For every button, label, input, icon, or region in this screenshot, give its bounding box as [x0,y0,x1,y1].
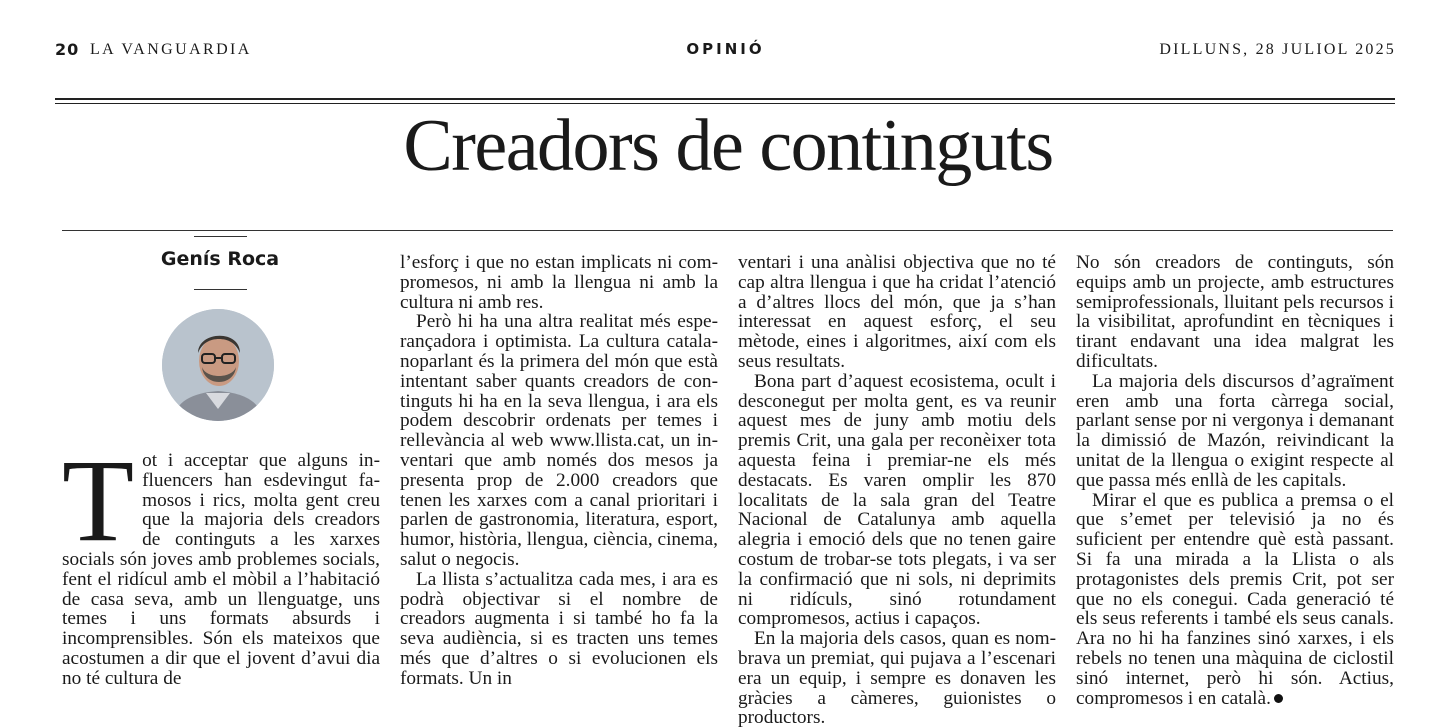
author-photo [162,309,274,421]
article-column-3 [738,253,1056,728]
headline-rule [62,230,1393,231]
paragraph: En la majoria dels casos, quan es nombrava un premiat, qui pujava a l’escenari era un equip, i sempre es donaven les gràcies a càmeres, guionistes o productors. [738,628,1056,728]
author-name: Genís Roca [160,248,280,270]
end-of-article-bullet-icon [1274,694,1283,703]
article-column-2 [400,253,718,689]
article-column-1 [62,435,380,689]
newspaper-name: LA VANGUARDIA [90,41,252,58]
paragraph-text: Mirar el que es publica a premsa o el que s’emet per televisió ja no és suficient per entendre què està passant. Si fa una mirada a la Llista o als protagonistes dels premis Crit, pot ser que no els conegui. Cada generació té els seus referents i també els seus canals. Ara no hi ha fanzines sinó xarxes, i els rebels no tenen una màquina de ciclostil sinó internet, però hi són. Actius, compromesos i en català. [1076,489,1394,709]
section-label: OPINIÓ [686,40,765,58]
paragraph: ventari i una anàlisi objectiva que no té cap altra llengua i que ha cridat l’atenció a d’altres llocs del món, que ja s’han interessat en aquest esforç, el seu mètode, eines i algoritmes, així com els seus resultats. [738,252,1056,372]
paragraph: l’esforç i que no estan implicats ni compromesos, ni amb la llengua ni amb la cultura ni amb res. [400,252,718,313]
issue-date: DILLUNS, 28 JULIOL 2025 [1159,41,1396,58]
paragraph: La llista s’actualitza cada mes, i ara es podrà objectivar si el nombre de creadors augmenta i si també ho fa la seva audiència, si es tracten uns temes més que d’altres o si evolucionen els formats. Un in [400,568,718,689]
drop-cap: T [62,435,135,566]
article-headline: Creadors de continguts [403,105,1053,187]
header-rule-thick [55,98,1395,100]
header-rule-thin [55,103,1395,104]
paragraph: Bona part d’aquest ecosistema, ocult i desconegut per molta gent, es va reunir aquest mes de juny amb motiu dels premis Crit, una gala per reconèixer tota aquesta feina i premiar-ne els més destacats. Es varen omplir les 870 localitats de la sala gran del Teatre Nacional de Catalunya amb aquella alegria i emoció dels que no tenen gaire costum de trobar-se tots plegats, i va ser la confirmació que ni sols, ni deprimits ni ridículs, sinó rotundament compromesos, actius i capaços. [738,370,1056,630]
page-number: 20 [55,40,80,59]
paragraph-final [1076,491,1394,709]
byline-rule-top [194,236,247,237]
author-portrait-icon [162,309,274,421]
paragraph: La majoria dels discursos d’agraïment eren amb una forta càrrega social, parlant sense por ni vergonya i demanant la dimissió de Mazón, reivindicant la unitat de la llengua o exigint respecte al que passa més enllà de les capitals. [1076,370,1394,491]
column-text: ot i acceptar que alguns influencers han esdevingut famosos i rics, molta gent creu que la majoria dels creadors de continguts a les xarxes socials són joves amb problemes socials, fent el ridícul amb el mòbil a l’habitació de casa seva, amb un llenguatge, uns temes i uns formats absurds i incomprensibles. Són els mateixos que acostumen a dir que el jovent d’avui dia no té cultura de [62,450,380,689]
paragraph: No són creadors de continguts, són equips amb un projecte, amb estructures semiprofessionals, lluitant pels recursos i la visibilitat, aprofundint en tècniques i tirant endavant una idea malgrat les dificultats. [1076,252,1394,372]
byline-rule-bottom [194,289,247,290]
paragraph: Però hi ha una altra realitat més esperançadora i optimista. La cultura catalanoparlant és la primera del món que està intentant saber quants creadors de continguts hi ha en la seva llengua, i ara els podem descobrir ordenats per temes i rellevància al web www.llista.cat, un inventari que amb només dos mesos ja presenta prop de 2.000 creadors que tenen les xarxes com a canal prioritari i parlen de gastronomia, literatura, esport, humor, història, llengua, ciència, cinema, salut o negocis. [400,311,718,570]
page-header [55,40,1396,62]
article-column-4 [1076,253,1394,708]
